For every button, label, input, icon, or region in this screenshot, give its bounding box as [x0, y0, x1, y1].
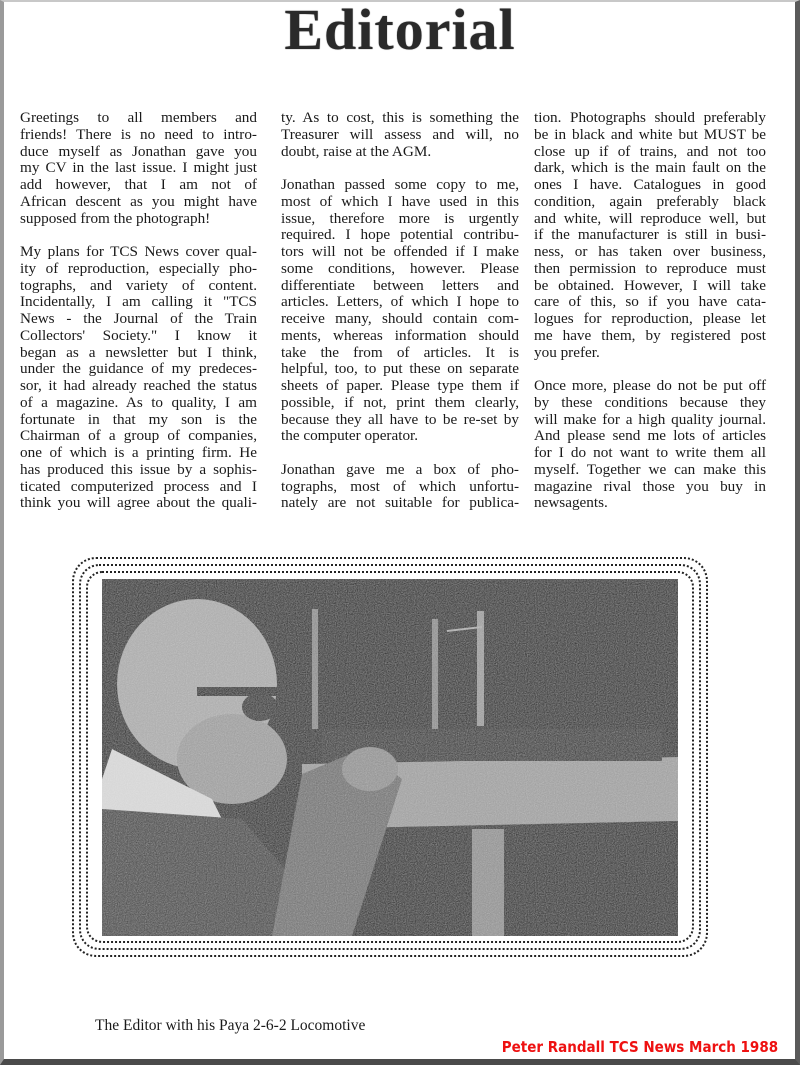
text-line: my CV in the last issue. I might just: [20, 159, 257, 177]
text-line: helpful, too, to put these on separate: [281, 360, 519, 378]
text-line: issue, therefore more is urgently: [281, 209, 519, 227]
text-line: some conditions, however. Please: [281, 259, 519, 277]
photo-caption: The Editor with his Paya 2-6-2 Locomotive: [95, 1017, 366, 1034]
text-line: articles. Letters, of which I hope to: [281, 293, 519, 311]
text-line: Treasurer will assess and will, no: [281, 125, 519, 143]
text-line: has produced this issue by a sophis-: [20, 460, 257, 478]
text-line: Jonathan passed some copy to me,: [281, 176, 519, 193]
text-line: will make for a high quality journal.: [534, 410, 766, 428]
text-line: tographs, and variety of content.: [20, 276, 257, 294]
text-line: logues for reproduction, please let: [534, 310, 766, 327]
text-line: close up if of trains, and not too: [534, 142, 766, 160]
text-line: sheets of paper. Please type them if: [281, 377, 519, 394]
text-line: and white, will reproduce well, but: [534, 209, 766, 227]
text-line: because they all have to be re-set by: [281, 410, 519, 428]
text-line: ticated computerized process and I: [20, 477, 257, 495]
paragraph: [20, 110, 257, 227]
text-line: tographs, most of which unfortu-: [281, 477, 519, 495]
text-line: take the from of articles. It is: [281, 343, 519, 361]
text-line: sor, it had already reached the status: [20, 377, 257, 394]
text-line: supposed from the photograph!: [20, 209, 211, 227]
paragraph: [534, 110, 766, 361]
text-line: ity of reproduction, especially pho-: [20, 259, 257, 277]
text-line: magazine rival those you buy in: [534, 477, 766, 495]
text-line: ness, or has taken over business,: [534, 243, 766, 260]
board-leg: [472, 829, 504, 936]
glasses-lens: [242, 693, 278, 721]
text-line: you prefer.: [534, 343, 600, 361]
article-column-1: [20, 110, 257, 529]
text-line: possible, if not, print them clearly,: [281, 393, 519, 411]
text-line: myself. Together we can make this: [534, 460, 766, 478]
text-line: by these conditions because they: [534, 393, 766, 411]
signal-gantry-1: [312, 609, 318, 729]
text-line: add however, that I am not of: [20, 176, 257, 193]
text-line: And please send me lots of articles: [534, 427, 766, 445]
paragraph: [534, 378, 766, 512]
article-credit: Peter Randall TCS News March 1988: [501, 1038, 778, 1056]
editor-hand: [342, 747, 398, 791]
text-line: News - the Journal of the Train: [20, 310, 257, 327]
paragraph: [281, 462, 519, 512]
text-line: care of this, so if you have cata-: [534, 293, 766, 311]
page-title: Editorial: [284, 0, 516, 62]
text-line: fortunate in that my son is the: [20, 410, 257, 428]
text-line: the computer operator.: [281, 427, 419, 445]
text-line: began as a newsletter but I think,: [20, 343, 257, 361]
text-line: me have them, by registered post: [534, 326, 766, 344]
text-line: Incidentally, I am calling it "TCS: [20, 293, 257, 311]
text-line: friends! There is no need to intro-: [20, 125, 257, 143]
text-line: Chairman of a group of companies,: [20, 427, 257, 445]
text-line: for I do not want to write them all: [534, 444, 766, 461]
article-column-2: [281, 110, 519, 529]
text-line: newsagents.: [534, 494, 608, 512]
text-line: if the manufacturer is still in busi-: [534, 226, 766, 244]
text-line: tors will not be offended if I make: [281, 243, 519, 260]
text-line: then permission to reproduce must: [534, 259, 766, 277]
text-line: Once more, please do not be put off: [534, 377, 766, 394]
text-line: Greetings to all members and: [20, 109, 257, 126]
photo-illustration: [102, 579, 678, 936]
text-line: tion. Photographs should preferably: [534, 109, 766, 126]
paragraph: [20, 244, 257, 512]
text-line: condition, again preferably black: [534, 192, 766, 210]
text-line: Collectors' Society." I know it: [20, 326, 257, 344]
text-line: one of which is a printing firm. He: [20, 444, 257, 461]
text-line: African descent as you might have: [20, 192, 257, 210]
text-line: doubt, raise at the AGM.: [281, 142, 432, 160]
text-line: ty. As to cost, this is something the: [281, 109, 519, 126]
text-line: nately are not suitable for publica-: [281, 494, 519, 512]
article-column-3: [534, 110, 766, 529]
text-line: required. I hope potential contribu-: [281, 226, 519, 244]
text-line: under the guidance of my predeces-: [20, 360, 257, 378]
signal-gantry-2: [432, 619, 438, 729]
photo-frame: [72, 557, 708, 957]
text-line: Jonathan gave me a box of pho-: [281, 460, 519, 478]
text-line: of a magazine. As to quality, I am: [20, 393, 257, 411]
text-line: be in black and white but MUST be: [534, 125, 766, 143]
text-line: duce myself as Jonathan gave you: [20, 142, 257, 160]
text-line: ones I have. Catalogues in good: [534, 176, 766, 193]
editor-photo: [102, 579, 678, 936]
text-line: differentiate between letters and: [281, 276, 519, 294]
text-line: dark, which is the main fault on the: [534, 159, 766, 177]
text-line: ments, whereas information should: [281, 326, 519, 344]
text-line: think you will agree about the quali-: [20, 494, 257, 512]
text-line: be obtained. However, I will take: [534, 276, 766, 294]
text-line: My plans for TCS News cover qual-: [20, 243, 257, 260]
text-line: most of which I have used in this: [281, 192, 519, 210]
text-line: receive many, should contain com-: [281, 310, 519, 327]
paragraph: [281, 110, 519, 160]
paragraph: [281, 177, 519, 445]
